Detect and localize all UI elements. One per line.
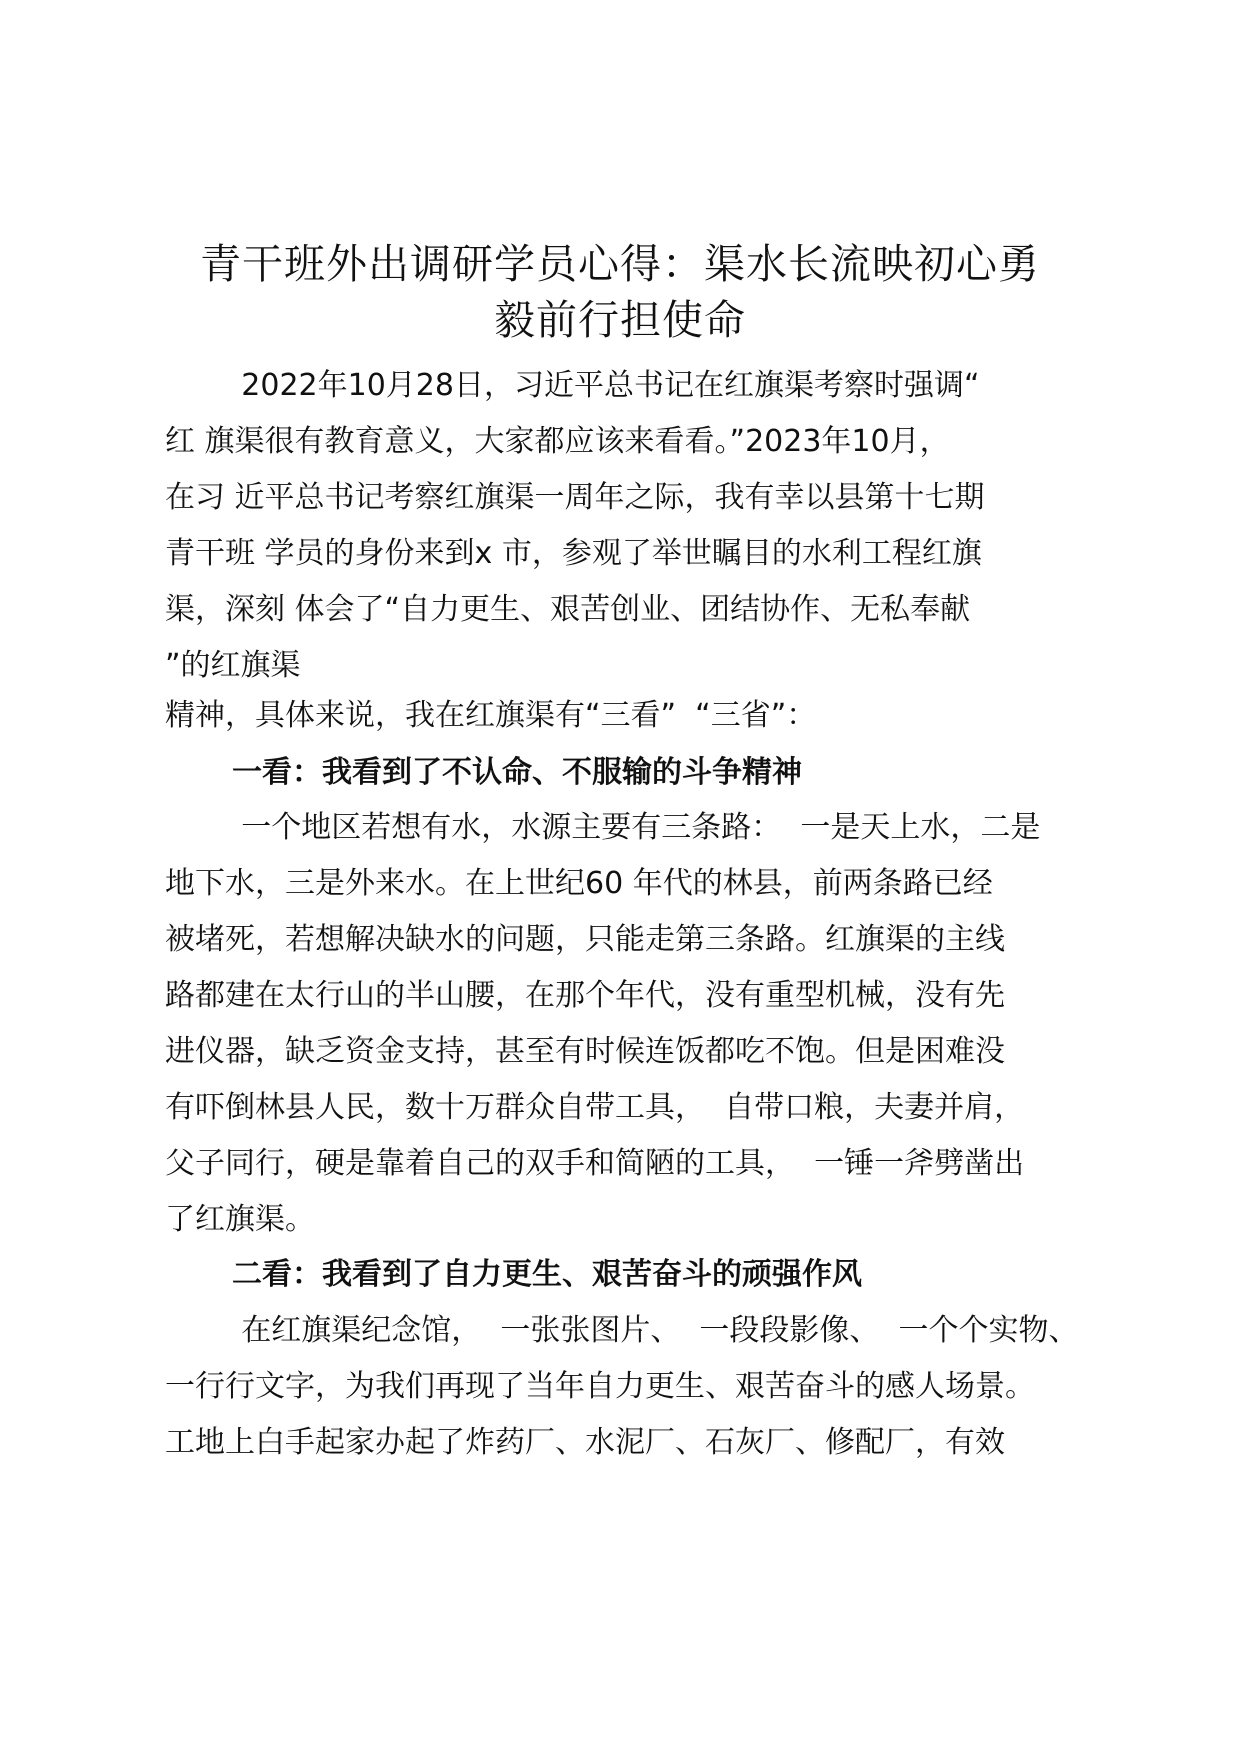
section-1-line-4: 路都建在太行山的半山腰，在那个年代，没有重型机械，没有先 <box>165 978 1005 1013</box>
section-1-line-7: 父子同行，硬是靠着自己的双手和简陋的工具， 一锤一斧劈凿出 <box>165 1146 1025 1181</box>
section-1-line-5: 进仪器，缺乏资金支持，甚至有时候连饭都吃不饱。但是困难没 <box>165 1034 1005 1069</box>
document-title <box>150 236 1090 348</box>
section-2-line-3: 工地上白手起家办起了炸药厂、水泥厂、石灰厂、修配厂，有效 <box>165 1425 1005 1460</box>
intro-line-3: 在习 近平总书记考察红旗渠一周年之际，我有幸以县第十七期 <box>165 480 985 515</box>
section-2-heading: 二看：我看到了自力更生、艰苦奋斗的顽强作风 <box>232 1257 862 1292</box>
intro-line-7: 精神，具体来说，我在红旗渠有“三看” “三省”： <box>165 698 817 733</box>
intro-line-2: 红 旗渠很有教育意义，大家都应该来看看。”2023年10月， <box>165 424 950 459</box>
section-2-line-2: 一行行文字，为我们再现了当年自力更生、艰苦奋斗的感人场景。 <box>165 1369 1035 1404</box>
intro-line-6: ”的红旗渠 <box>165 648 301 683</box>
section-1-line-8: 了红旗渠。 <box>165 1202 315 1237</box>
section-1-line-6: 有吓倒林县人民，数十万群众自带工具， 自带口粮，夫妻并肩， <box>165 1090 1025 1125</box>
title-line-1: 青干班外出调研学员心得：渠水长流映初心勇 <box>200 240 1040 288</box>
intro-line-1: 2022年10月28日，习近平总书记在红旗渠考察时强调“ <box>165 368 980 403</box>
section-2-line-1: 在红旗渠纪念馆， 一张张图片、 一段段影像、 一个个实物、 <box>165 1313 1079 1348</box>
section-1-line-1: 一个地区若想有水，水源主要有三条路： 一是天上水，二是 <box>165 810 1041 845</box>
section-1-heading: 一看：我看到了不认命、不服输的斗争精神 <box>232 755 802 790</box>
section-1-line-2: 地下水，三是外来水。在上世纪60 年代的林县，前两条路已经 <box>165 866 993 901</box>
intro-line-4: 青干班 学员的身份来到x 市，参观了举世瞩目的水利工程红旗 <box>165 536 982 571</box>
section-1-line-3: 被堵死，若想解决缺水的问题，只能走第三条路。红旗渠的主线 <box>165 922 1005 957</box>
intro-line-5: 渠，深刻 体会了“自力更生、艰苦创业、团结协作、无私奉献 <box>165 592 971 627</box>
title-line-2: 毅前行担使命 <box>494 296 746 344</box>
